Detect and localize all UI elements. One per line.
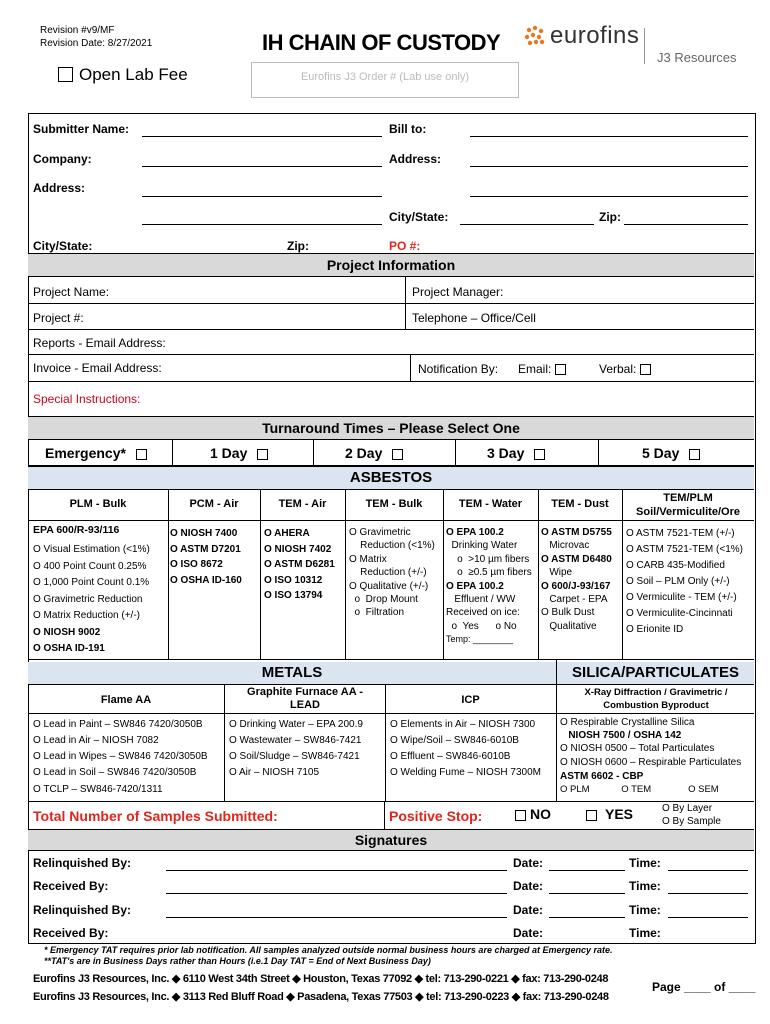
list-item[interactable]: O AHERA bbox=[264, 528, 310, 539]
list-item[interactable]: O Welding Fume – NIOSH 7300M bbox=[390, 767, 541, 778]
list-item[interactable]: O Erionite ID bbox=[626, 624, 684, 635]
list-item[interactable]: o Drop Mount bbox=[349, 594, 418, 606]
list-item: NIOSH 7500 / OSHA 142 bbox=[560, 729, 682, 741]
list-item[interactable]: O Vermiculite - TEM (+/-) bbox=[626, 592, 737, 603]
email-option[interactable] bbox=[518, 362, 566, 376]
list-item[interactable]: O ASTM D5755 bbox=[541, 527, 612, 538]
no-label: NO bbox=[530, 806, 551, 822]
revision-info bbox=[40, 24, 152, 50]
yes-checkbox[interactable] bbox=[586, 810, 597, 821]
metals-div-1 bbox=[224, 685, 225, 801]
invoice-email-label[interactable]: Invoice - Email Address: bbox=[33, 361, 162, 375]
list-item[interactable]: O Qualitative (+/-) bbox=[349, 580, 429, 592]
list-item: Effluent / WW bbox=[446, 594, 516, 606]
temp-field[interactable]: Temp: ________ bbox=[446, 634, 514, 645]
project-info-heading: Project Information bbox=[28, 253, 754, 277]
asb-div-3 bbox=[345, 489, 346, 659]
eurofins-logo-icon bbox=[522, 24, 548, 48]
stop-options bbox=[662, 802, 721, 828]
list-item: Microvac bbox=[541, 540, 590, 552]
bill-to-field[interactable] bbox=[470, 136, 748, 137]
bill-address-label: Address: bbox=[389, 152, 442, 166]
company-field[interactable] bbox=[142, 166, 382, 167]
asb-div-1 bbox=[168, 489, 169, 659]
positive-stop-yes[interactable] bbox=[586, 806, 633, 822]
list-item: Carpet - EPA bbox=[541, 594, 608, 606]
project-name-label[interactable]: Project Name: bbox=[33, 285, 110, 299]
asb-div-5 bbox=[538, 489, 539, 659]
tem-bulk-list bbox=[349, 526, 435, 620]
city-state-label: City/State: bbox=[33, 239, 93, 253]
list-item[interactable]: o >10 µm fibers bbox=[446, 553, 530, 565]
tem-dust-head: TEM - Dust bbox=[551, 498, 609, 510]
list-item[interactable]: O ASTM 7521-TEM (<1%) bbox=[626, 544, 743, 555]
relinquished-by-1: Relinquished By: bbox=[33, 856, 132, 870]
plm-bulk-head: PLM - Bulk bbox=[69, 498, 127, 510]
total-samples-label[interactable]: Total Number of Samples Submitted: bbox=[33, 808, 278, 824]
page-title: IH CHAIN OF CUSTODY bbox=[262, 30, 501, 55]
address-field[interactable] bbox=[142, 196, 382, 197]
time-field-1[interactable] bbox=[668, 870, 748, 871]
date-label-2: Date: bbox=[513, 879, 544, 893]
plm-method: EPA 600/R-93/116 bbox=[33, 524, 120, 536]
flame-aa-head: Flame AA bbox=[100, 694, 152, 706]
list-item[interactable]: O EPA 100.2 bbox=[446, 527, 504, 538]
list-item[interactable]: O Lead in Paint – SW846 7420/3050B bbox=[33, 719, 203, 730]
silica-heading: SILICA/PARTICULATES bbox=[557, 662, 754, 685]
telephone-label[interactable]: Telephone – Office/Cell bbox=[412, 311, 536, 325]
list-item[interactable]: O ASTM D6480 bbox=[541, 553, 612, 565]
tat-emergency-checkbox[interactable] bbox=[136, 449, 147, 460]
yes-label: YES bbox=[605, 806, 634, 822]
tat-emergency[interactable] bbox=[45, 445, 147, 461]
tat-note: **TAT's are in Business Days rather than Hours (i.e.1 Day TAT = End of Next Business Day) bbox=[44, 956, 431, 966]
silica-list bbox=[560, 717, 741, 796]
received-sig-1[interactable] bbox=[166, 893, 507, 894]
list-item[interactable]: O Vermiculite-Cincinnati bbox=[626, 608, 733, 619]
list-item: Wipe bbox=[541, 567, 573, 579]
graphite-furnace-list bbox=[229, 717, 363, 781]
time-label-2: Time: bbox=[629, 879, 661, 893]
list-item[interactable]: O Matrix Reduction (+/-) bbox=[33, 610, 140, 621]
list-item[interactable]: O NIOSH 7400 bbox=[170, 528, 238, 539]
tat-5-day-label: 5 Day bbox=[642, 445, 680, 461]
tat-divider-4 bbox=[598, 439, 599, 465]
icp-list bbox=[390, 717, 541, 781]
list-item[interactable]: O Wipe/Soil – SW846-6010B bbox=[390, 735, 519, 746]
list-item[interactable]: O Gravimetric bbox=[349, 527, 411, 538]
tat-1-day[interactable] bbox=[210, 445, 268, 461]
logo-divider bbox=[644, 28, 645, 64]
page-number: Page ____ of ____ bbox=[652, 980, 756, 994]
tat-emergency-label: Emergency* bbox=[45, 445, 126, 461]
asb-div-4 bbox=[443, 489, 444, 659]
relinquished-by-2: Relinquished By: bbox=[33, 903, 132, 917]
tat-3-day-checkbox[interactable] bbox=[534, 449, 545, 460]
asbestos-heading: ASBESTOS bbox=[28, 466, 754, 490]
notification-label: Notification By: bbox=[418, 362, 499, 376]
revision-date: Revision Date: 8/27/2021 bbox=[40, 38, 153, 49]
list-item[interactable]: O Visual Estimation (<1%) bbox=[33, 544, 150, 555]
bill-to-label: Bill to: bbox=[389, 122, 427, 136]
address-field-2[interactable] bbox=[142, 224, 382, 225]
date-label-3: Date: bbox=[513, 903, 544, 917]
list-item[interactable]: O Respirable Crystalline Silica bbox=[560, 717, 695, 728]
flame-aa-list bbox=[33, 717, 208, 799]
tat-5-day[interactable] bbox=[642, 445, 700, 461]
list-item[interactable]: O NIOSH 9002 bbox=[33, 626, 101, 638]
received-on-ice-options[interactable]: o Yes o No bbox=[446, 620, 517, 632]
metals-heading: METALS bbox=[28, 662, 556, 685]
list-item[interactable]: O 400 Point Count 0.25% bbox=[33, 560, 147, 572]
time-label-4: Time: bbox=[629, 926, 661, 940]
list-item[interactable]: O OSHA ID-160 bbox=[170, 574, 242, 586]
list-item[interactable]: O Effluent – SW846-6010B bbox=[390, 751, 511, 762]
time-label-1: Time: bbox=[629, 856, 661, 870]
list-item: Qualitative bbox=[541, 620, 597, 632]
list-item[interactable]: O ASTM D7201 bbox=[170, 543, 241, 555]
open-lab-fee[interactable] bbox=[58, 65, 188, 85]
turnaround-heading: Turnaround Times – Please Select One bbox=[28, 416, 754, 440]
project-manager-label[interactable]: Project Manager: bbox=[412, 285, 504, 299]
signatures-heading: Signatures bbox=[28, 829, 754, 851]
list-item[interactable]: O NIOSH 0600 – Respirable Particulates bbox=[560, 757, 742, 768]
tat-divider-1 bbox=[172, 439, 173, 465]
by-layer-option[interactable]: O By Layer bbox=[662, 803, 713, 814]
project-number-label[interactable]: Project #: bbox=[33, 311, 84, 325]
tem-air-head: TEM - Air bbox=[278, 498, 327, 510]
tem-plm-soil-head: TEM/PLM Soil/Vermiculite/Ore bbox=[636, 492, 740, 518]
list-item: Drinking Water bbox=[446, 540, 518, 552]
pcm-air-head: PCM - Air bbox=[189, 498, 239, 510]
asb-div-6 bbox=[622, 489, 623, 659]
list-item[interactable]: O EPA 100.2 bbox=[446, 580, 504, 592]
company-label: Company: bbox=[33, 152, 92, 166]
email-checkbox[interactable] bbox=[555, 364, 566, 375]
tat-3-day[interactable] bbox=[487, 445, 545, 461]
special-instructions-label[interactable]: Special Instructions: bbox=[33, 392, 141, 406]
open-lab-fee-label: Open Lab Fee bbox=[79, 65, 188, 84]
plm-bulk-list bbox=[33, 523, 150, 658]
date-field-2[interactable] bbox=[549, 893, 625, 894]
icp-head: ICP bbox=[461, 694, 480, 706]
list-item[interactable]: O 1,000 Point Count 0.1% bbox=[33, 577, 150, 588]
tem-plm-soil-list bbox=[626, 526, 743, 638]
list-item[interactable]: O OSHA ID-191 bbox=[33, 643, 105, 654]
submitter-name-label: Submitter Name: bbox=[33, 122, 130, 136]
tat-3-day-label: 3 Day bbox=[487, 445, 525, 461]
metals-top-border bbox=[28, 659, 754, 660]
time-field-2[interactable] bbox=[668, 893, 748, 894]
list-item: Reduction (<1%) bbox=[349, 540, 435, 552]
tat-divider-2 bbox=[313, 439, 314, 465]
tat-1-day-label: 1 Day bbox=[210, 445, 248, 461]
by-sample-option[interactable]: O By Sample bbox=[662, 816, 721, 827]
list-item[interactable]: O Air – NIOSH 7105 bbox=[229, 767, 320, 778]
list-item[interactable]: O 600/J-93/167 bbox=[541, 580, 611, 592]
time-label-3: Time: bbox=[629, 903, 661, 917]
list-item[interactable]: O Elements in Air – NIOSH 7300 bbox=[390, 719, 536, 730]
zip-label: Zip: bbox=[287, 239, 309, 253]
bill-city-state-field[interactable] bbox=[460, 224, 594, 225]
reports-email-label[interactable]: Reports - Email Address: bbox=[33, 336, 166, 350]
received-by-2: Received By: bbox=[33, 926, 109, 940]
po-label: PO #: bbox=[389, 239, 421, 253]
tem-air-list bbox=[264, 526, 335, 604]
verbal-checkbox[interactable] bbox=[640, 364, 651, 375]
graphite-furnace-head: Graphite Furnace AA - LEAD bbox=[247, 686, 363, 711]
tat-2-day-label: 2 Day bbox=[345, 445, 383, 461]
tem-water-head: TEM - Water bbox=[458, 498, 523, 510]
pasadena-address: Eurofins J3 Resources, Inc. ◆ 3113 Red Bluff Road ◆ Pasadena, Texas 77503 ◆ tel: 713-290-0223 ◆ fax: 713-290-0248 bbox=[33, 991, 609, 1003]
bill-zip-label: Zip: bbox=[599, 210, 621, 224]
list-item[interactable]: O ISO 10312 bbox=[264, 574, 323, 586]
list-item[interactable]: O Matrix bbox=[349, 553, 387, 565]
list-item[interactable]: O ASTM D6281 bbox=[264, 559, 335, 570]
no-checkbox[interactable] bbox=[515, 810, 526, 821]
list-item[interactable]: O NIOSH 0500 – Total Particulates bbox=[560, 743, 715, 754]
verbal-label: Verbal: bbox=[599, 362, 637, 376]
submitter-name-field[interactable] bbox=[142, 136, 382, 137]
relinquished-sig-1[interactable] bbox=[166, 870, 507, 871]
bill-zip-field[interactable] bbox=[624, 224, 748, 225]
list-item[interactable]: O ASTM 7521-TEM (+/-) bbox=[626, 528, 735, 539]
positive-stop-no[interactable] bbox=[515, 806, 551, 822]
list-item: Reduction (+/-) bbox=[349, 567, 427, 579]
bill-city-state-label: City/State: bbox=[389, 210, 449, 224]
emergency-note: * Emergency TAT requires prior lab notification. All samples analyzed outside normal business hours are charged at Emergency rate. bbox=[44, 945, 613, 955]
list-item[interactable]: o Filtration bbox=[349, 607, 405, 619]
silica-sub-head: X-Ray Diffraction / Gravimetric / Combustion Byproduct bbox=[584, 687, 728, 711]
date-field-1[interactable] bbox=[549, 870, 625, 871]
list-item[interactable]: O Lead in Soil – SW846 7420/3050B bbox=[33, 767, 197, 778]
list-item[interactable]: O CARB 435-Modified bbox=[626, 560, 725, 571]
metals-silica-divider bbox=[556, 660, 557, 801]
list-item[interactable]: O NIOSH 7402 bbox=[264, 543, 332, 555]
list-item[interactable]: O Soil/Sludge – SW846-7421 bbox=[229, 751, 360, 762]
bill-address-field[interactable] bbox=[470, 166, 748, 167]
totals-divider bbox=[384, 801, 385, 830]
verbal-option[interactable] bbox=[599, 362, 651, 376]
project-row-2 bbox=[28, 304, 754, 330]
tem-dust-list bbox=[541, 526, 612, 633]
received-on-ice-label: Received on ice: bbox=[446, 607, 520, 619]
list-item[interactable]: o ≥0.5 µm fibers bbox=[446, 567, 532, 579]
pcm-air-list bbox=[170, 526, 242, 588]
tat-2-day[interactable] bbox=[345, 445, 403, 461]
tat-divider-3 bbox=[455, 439, 456, 465]
order-number-field[interactable]: Eurofins J3 Order # (Lab use only) bbox=[251, 62, 519, 98]
logo-text: eurofins bbox=[550, 22, 640, 49]
list-item[interactable]: O Wastewater – SW846-7421 bbox=[229, 735, 362, 746]
received-by-1: Received By: bbox=[33, 879, 109, 893]
bill-address-field-2[interactable] bbox=[470, 196, 748, 197]
list-item[interactable]: O Gravimetric Reduction bbox=[33, 593, 143, 605]
date-field-3[interactable] bbox=[549, 917, 625, 918]
houston-address: Eurofins J3 Resources, Inc. ◆ 6110 West 34th Street ◆ Houston, Texas 77092 ◆ tel: 713-290-0221 ◆ fax: 713-290-0248 bbox=[33, 973, 609, 985]
list-item[interactable]: O Bulk Dust bbox=[541, 607, 595, 619]
notification-divider bbox=[410, 355, 411, 381]
list-item[interactable]: O ISO 8672 bbox=[170, 559, 223, 570]
list-item[interactable]: O Lead in Wipes – SW846 7420/3050B bbox=[33, 751, 208, 762]
relinquished-sig-2[interactable] bbox=[166, 917, 507, 918]
tem-water-list bbox=[446, 526, 532, 647]
positive-stop-label: Positive Stop: bbox=[389, 808, 483, 824]
list-item[interactable]: O Lead in Air – NIOSH 7082 bbox=[33, 735, 159, 746]
list-item[interactable]: O Soil – PLM Only (+/-) bbox=[626, 576, 730, 587]
list-item[interactable]: O ISO 13794 bbox=[264, 590, 323, 601]
open-lab-fee-checkbox[interactable] bbox=[58, 67, 73, 82]
address-label: Address: bbox=[33, 181, 86, 195]
list-item[interactable]: O PLM O TEM O SEM bbox=[560, 784, 719, 795]
revision-number: Revision #v9/MF bbox=[40, 25, 115, 36]
tat-2-day-checkbox[interactable] bbox=[392, 449, 403, 460]
tat-5-day-checkbox[interactable] bbox=[689, 449, 700, 460]
logo-subtitle: J3 Resources bbox=[657, 50, 737, 65]
tem-bulk-head: TEM - Bulk bbox=[365, 498, 423, 510]
time-field-3[interactable] bbox=[668, 917, 748, 918]
date-label-1: Date: bbox=[513, 856, 544, 870]
project-row-1 bbox=[28, 276, 754, 304]
list-item[interactable]: O Drinking Water – EPA 200.9 bbox=[229, 719, 363, 730]
email-label: Email: bbox=[518, 362, 552, 376]
list-item: ASTM 6602 - CBP bbox=[560, 771, 644, 782]
list-item[interactable]: O TCLP – SW846-7420/1311 bbox=[33, 784, 163, 795]
tat-1-day-checkbox[interactable] bbox=[257, 449, 268, 460]
asb-div-2 bbox=[260, 489, 261, 659]
date-label-4: Date: bbox=[513, 926, 544, 940]
